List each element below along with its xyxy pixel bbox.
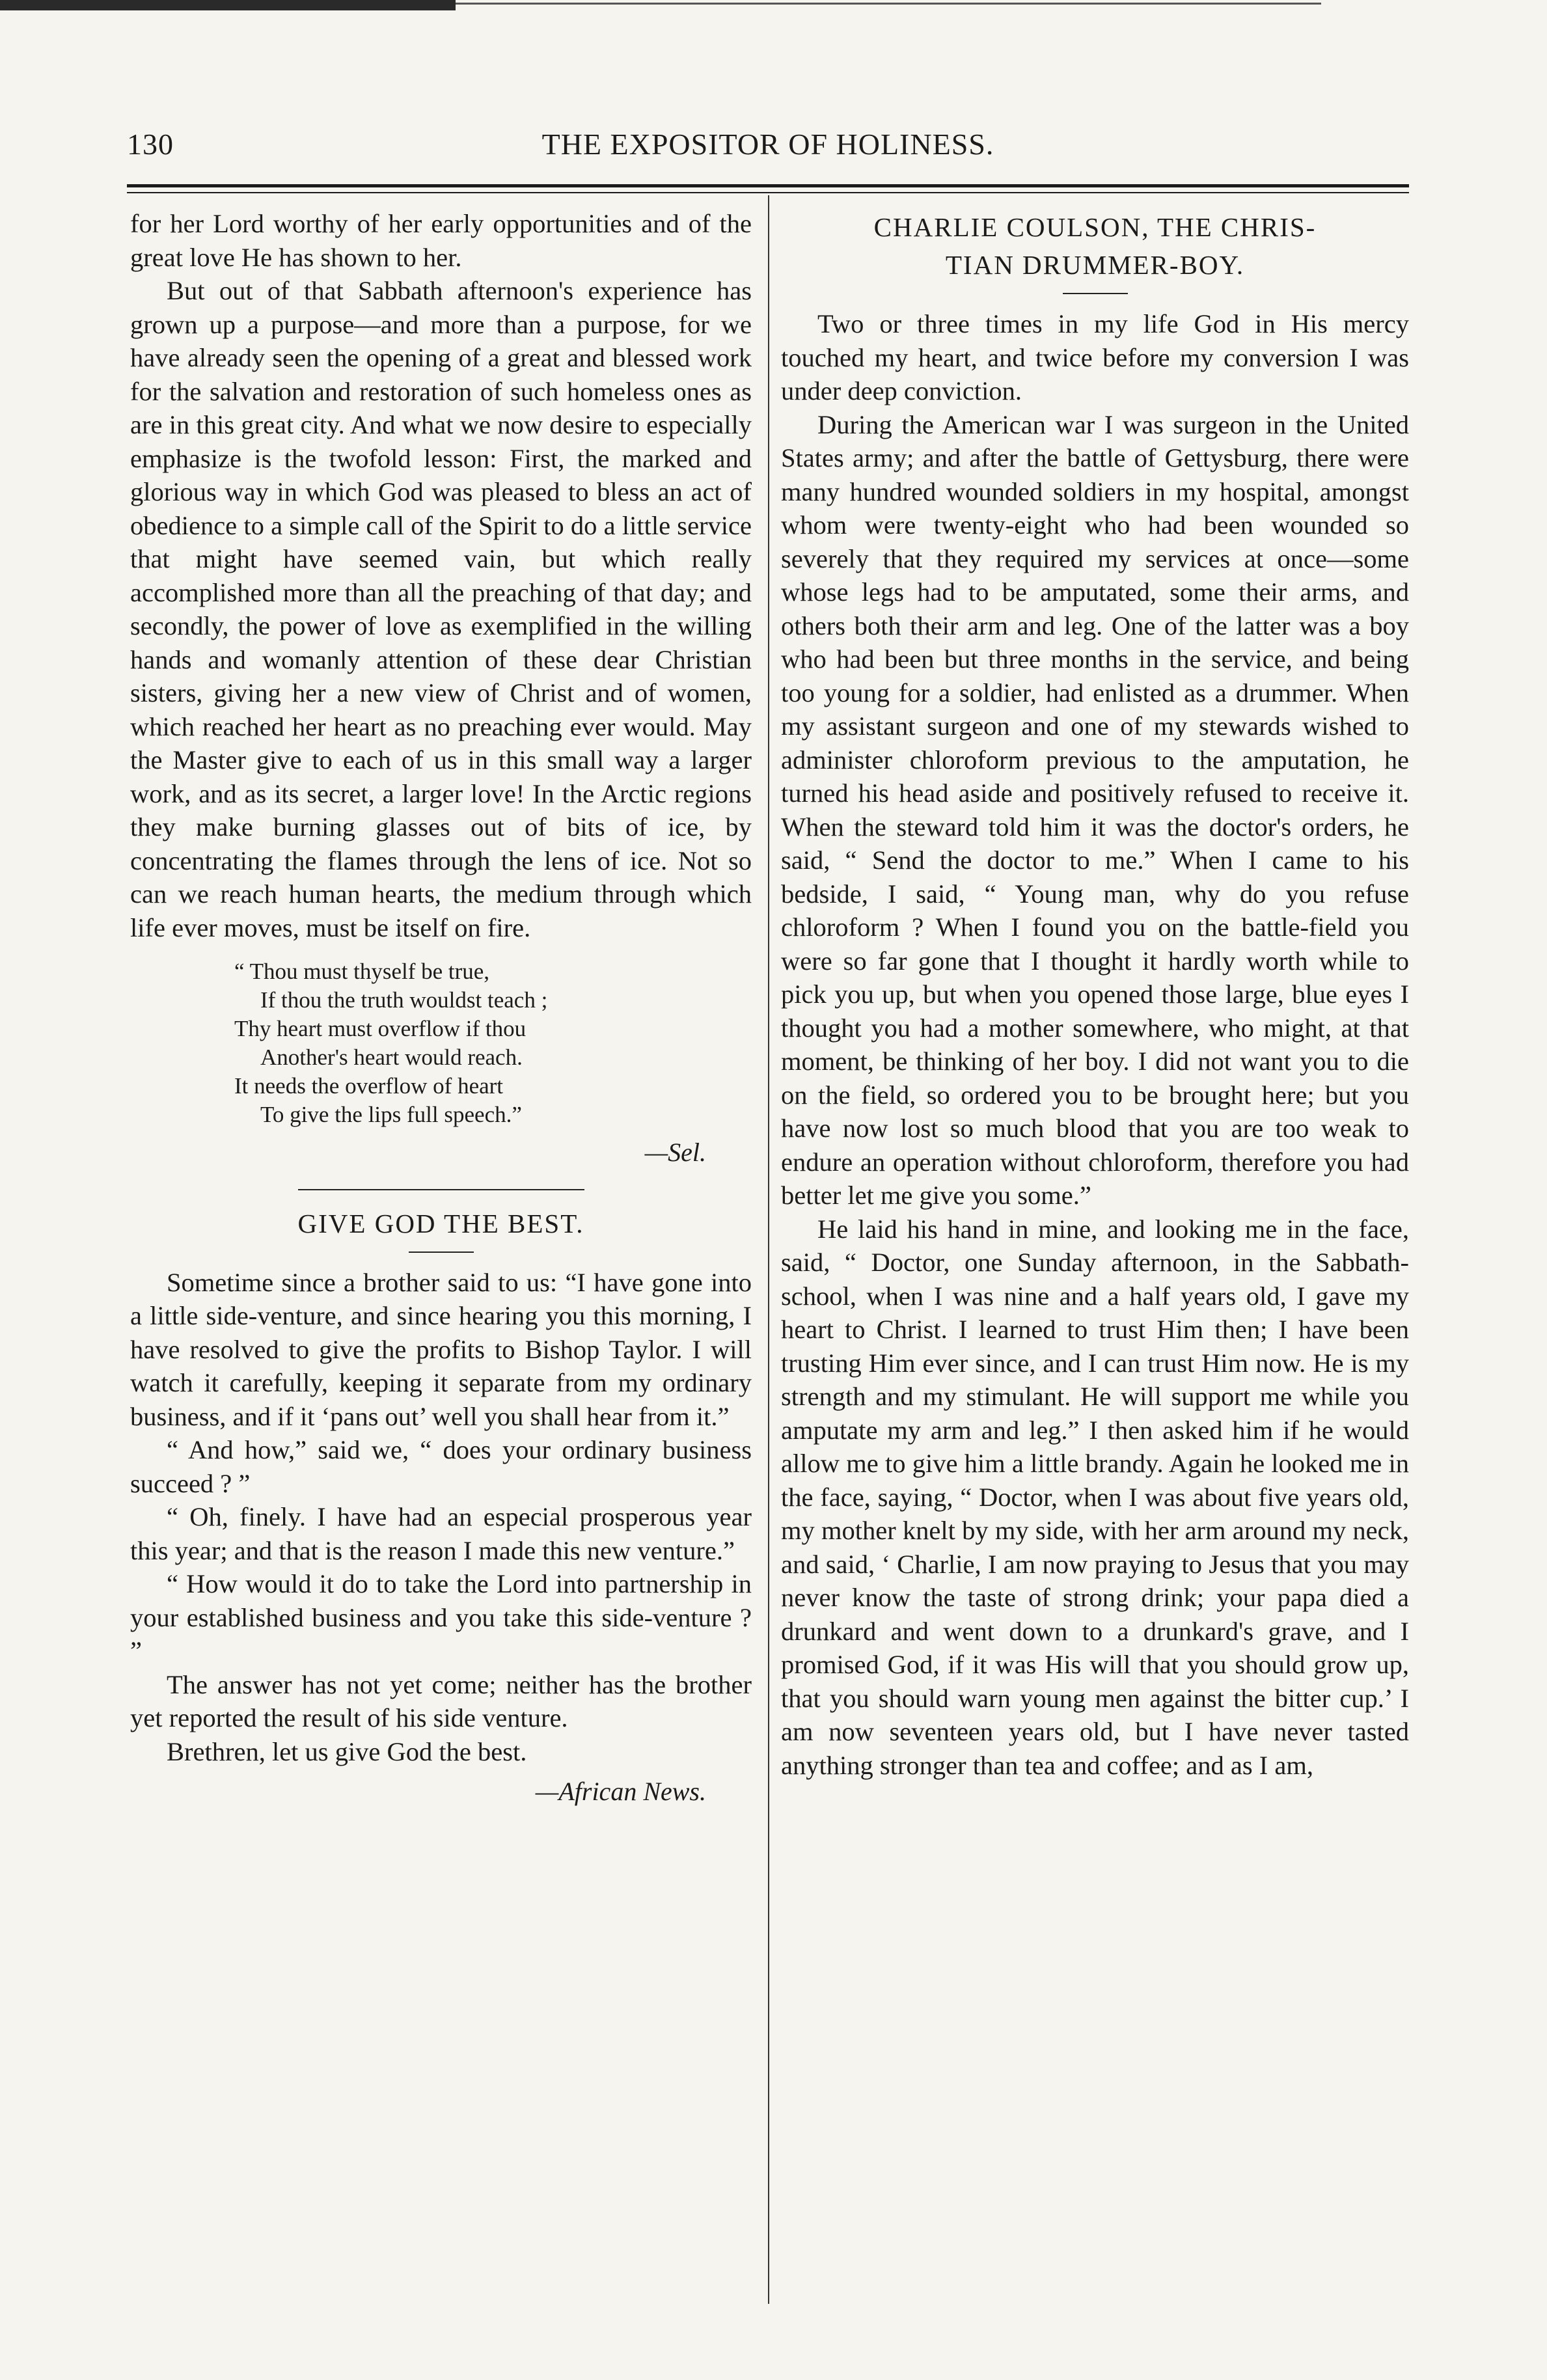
body-paragraph: “ Oh, finely. I have had an especial prosperous year this year; and that is the reason I made this new venture.”	[130, 1502, 752, 1565]
continued-paragraph: for her Lord worthy of her early opportunities and of the great love He has shown to her.	[130, 209, 752, 272]
left-column	[130, 207, 752, 1809]
body-paragraph: Brethren, let us give God the best.	[167, 1736, 527, 1766]
header-rule-thin	[127, 192, 1409, 193]
section-title-line: CHARLIE COULSON, THE CHRIS-	[873, 212, 1317, 242]
journal-title: THE EXPOSITOR OF HOLINESS.	[541, 128, 994, 161]
article-attribution: —African News.	[535, 1777, 706, 1806]
poem	[234, 957, 752, 1129]
column-divider	[768, 195, 769, 2304]
body-paragraph: Sometime since a brother said to us: “I have gone into a little side-venture, and since hearing you this morning, I have resolved to give the profits to Bishop Taylor. I will watch it carefully, keeping it separate from my ordinary business, and if it ‘pans out’ well you shall hear from it.”	[130, 1267, 752, 1431]
poem-line: It needs the overflow of heart	[234, 1073, 504, 1099]
poem-attribution: —Sel.	[644, 1138, 706, 1167]
poem-line: Another's heart would reach.	[260, 1045, 523, 1070]
body-paragraph: But out of that Sabbath afternoon's experience has grown up a purpose—and more than a purpose, for we have already seen the opening of a great and blessed work for the salvation and restoration of such homeless ones as are in this great city. And what we now desire to especially emphasize is the twofold lesson: First, the marked and glorious way in which God was pleased to bless an act of obedience to a simple call of the Spirit to do a little service that might have seemed vain, but which really accomplished more than all the preaching of that day; and secondly, the power of love as exemplified in the willing hands and womanly attention of these dear Christian sisters, giving her a new view of Christ and of women, which reached her heart as no preaching ever would. May the Master give to each of us in this small way a larger work, and as its secret, a larger love! In the Arctic regions they make burning glasses out of bits of ice, by concentrating the flames through the lens of ice. Not so can we reach human hearts, the medium through which life ever moves, must be itself on fire.	[130, 276, 752, 942]
page-header	[127, 127, 1409, 179]
title-rule	[1063, 293, 1128, 294]
poem-line: To give the lips full speech.”	[260, 1102, 522, 1127]
body-paragraph: “ And how,” said we, “ does your ordinary business succeed ? ”	[130, 1435, 752, 1498]
body-paragraph: During the American war I was surgeon in the United States army; and after the battle of Gettysburg, there were many hundred wounded soldiers in my hospital, amongst whom were twenty-eight who had been wounded so severely that they required my services at once—some whose legs had to be amputated, some their arms, and others both their arm and leg. One of the latter was a boy who had been but three months in the service, and being too young for a soldier, had enlisted as a drummer. When my assistant surgeon and one of my stewards wished to administer chloroform previous to the amputation, he turned his head aside and positively refused to receive it. When the steward told him it was the doctor's orders, he said, “ Send the doctor to me.” When I came to his bedside, I said, “ Young man, why do you refuse chloroform ? When I found you on the battle-field you were so far gone that I thought it hardly worth while to pick you up, but when you opened those large, blue eyes I thought you had a mother somewhere, who might, at that moment, be thinking of her boy. I did not want you to die on the field, so ordered you to be brought here; but you have now lost so much blood that you are too weak to endure an operation without chloroform, therefore you had better let me give you some.”	[781, 409, 1409, 1210]
body-paragraph: “ How would it do to take the Lord into partnership in your established business and you take this side-venture ? ”	[130, 1569, 752, 1665]
poem-line: If thou the truth wouldst teach ;	[260, 987, 548, 1013]
scan-edge-bar	[0, 0, 456, 10]
poem-line: “ Thou must thyself be true,	[234, 959, 490, 984]
header-rule-thick	[127, 184, 1409, 187]
title-rule	[409, 1252, 474, 1253]
body-paragraph: Two or three times in my life God in His mercy touched my heart, and twice before my conversion I was under deep conviction.	[781, 309, 1409, 405]
section-separator	[298, 1189, 584, 1190]
body-paragraph: The answer has not yet come; neither has the brother yet reported the result of his side venture.	[130, 1669, 752, 1732]
body-paragraph: He laid his hand in mine, and looking me in the face, said, “ Doctor, one Sunday afternoon, in the Sabbath-school, when I was nine and a half years old, I gave my heart to Christ. I learned to trust Him then; I have been trusting Him ever since, and I can trust Him now. He is my strength and my stimulant. He will support me while you amputate my arm and leg.” I then asked him if he would allow me to give him a little brandy. Again he looked me in the face, saying, “ Doctor, when I was about five years old, my mother knelt by my side, with her arm around my neck, and said, ‘ Charlie, I am now praying to Jesus that you may never know the taste of strong drink; your papa died a drunkard and went down to a drunkard's grave, and I promised God, if it was His will that you should grow up, that you should warn young men against the bitter cup.’ I am now seventeen years old, but I have never tasted anything stronger than tea and coffee; and as I am,	[781, 1214, 1409, 1780]
page-number: 130	[127, 128, 174, 161]
section-title: GIVE GOD THE BEST.	[297, 1208, 584, 1238]
section-title-line: TIAN DRUMMER-BOY.	[945, 250, 1245, 280]
poem-line: Thy heart must overflow if thou	[234, 1016, 527, 1041]
right-column	[781, 207, 1409, 1782]
scan-edge-line	[456, 3, 1321, 5]
